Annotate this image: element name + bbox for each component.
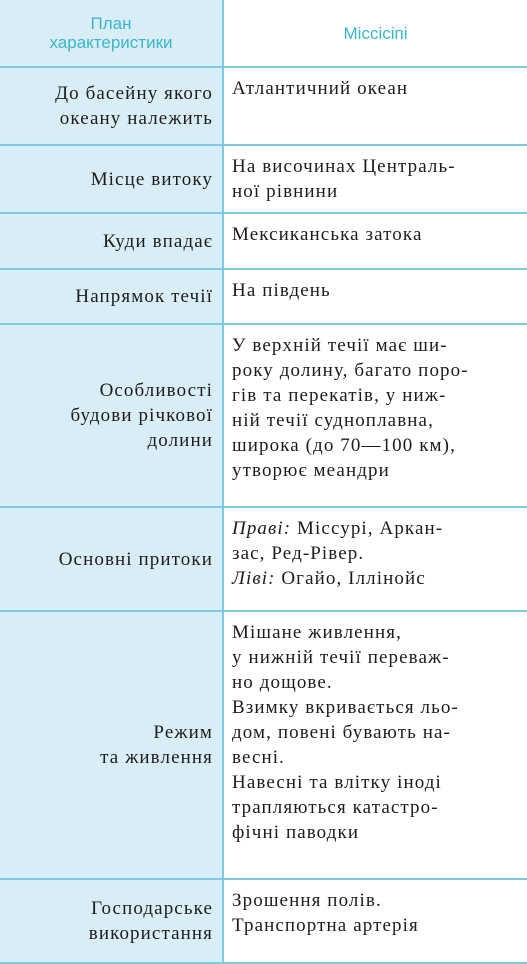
tributary-side-label: Праві: (232, 518, 292, 539)
row-value-text: Мексиканська затока (232, 224, 423, 245)
row-value-line (232, 695, 523, 720)
table-row (0, 145, 527, 213)
row-label-cell (0, 67, 223, 145)
table-row (0, 879, 527, 963)
row-value-text: Навесні та влітку іноді (232, 772, 442, 793)
row-value-text: ній течії судноплавна, (232, 410, 434, 431)
table-row (0, 213, 527, 269)
row-label-line: океану належить (59, 108, 213, 129)
row-value-line (232, 566, 523, 591)
row-label-line: Куди впадає (102, 230, 213, 252)
row-value-text: Мішане живлення, (232, 622, 402, 643)
row-label-cell (0, 213, 223, 269)
row-value-cell (223, 324, 527, 507)
header-plan-line: План (90, 14, 132, 33)
row-value-cell (223, 507, 527, 611)
row-label-line: Господарське (91, 898, 213, 919)
row-label-line: До басейну якого (55, 83, 213, 104)
row-value-cell (223, 145, 527, 213)
row-value-line (232, 408, 523, 433)
row-value-text: Взимку вкривається льо- (232, 697, 459, 718)
row-value-line (232, 720, 523, 745)
row-label-cell (0, 324, 223, 507)
table-row (0, 67, 527, 145)
row-value-text: фічні паводки (232, 822, 360, 843)
row-value-text: Атлантичний океан (232, 78, 409, 99)
row-value-text: гів та перекатів, у ниж- (232, 385, 447, 406)
row-value-text: Огайо, Іллінойс (275, 568, 426, 589)
row-value-text: У верхній течії має ши- (232, 335, 448, 356)
table-row (0, 507, 527, 611)
row-value-text: року долину, багато поро- (232, 360, 469, 381)
row-label-cell (0, 269, 223, 324)
header-row (0, 0, 527, 67)
row-value-line (232, 222, 523, 247)
row-value-text: На височинах Централь- (232, 156, 456, 177)
row-label-cell (0, 507, 223, 611)
row-value-text: широка (до 70—100 км), (232, 435, 456, 456)
table-body (0, 67, 527, 963)
row-value-text: но дощове. (232, 672, 333, 693)
row-value-text: весні. (232, 747, 285, 768)
header-river-name-text: Міссісіпі (343, 23, 408, 43)
row-value-text: Зрошення полів. (232, 890, 382, 911)
row-label-line: та живлення (100, 747, 213, 768)
row-label-line: долини (147, 430, 213, 451)
row-value-text: утворює меандри (232, 460, 390, 481)
tributary-side-label: Ліві: (232, 568, 276, 589)
row-value-text: ної рівнини (232, 181, 339, 202)
table-row (0, 269, 527, 324)
header-river-name (223, 0, 527, 67)
row-value-text: На південь (232, 280, 331, 301)
row-value-line (232, 541, 523, 566)
row-value-text: у нижній течії переваж- (232, 647, 450, 668)
row-value-text: дом, повені бувають на- (232, 722, 451, 743)
row-value-cell (223, 67, 527, 145)
row-value-line (232, 516, 523, 541)
row-value-line (232, 333, 523, 358)
row-value-line (232, 433, 523, 458)
row-value-line (232, 154, 523, 179)
row-label-line: Особливості (99, 380, 213, 401)
row-value-line (232, 76, 523, 101)
row-value-line (232, 820, 523, 845)
row-value-line (232, 278, 523, 303)
row-value-line (232, 358, 523, 383)
row-label-cell (0, 879, 223, 963)
row-value-line (232, 620, 523, 645)
row-value-line (232, 888, 523, 913)
row-value-line (232, 913, 523, 938)
row-value-line (232, 383, 523, 408)
row-value-cell (223, 213, 527, 269)
row-value-line (232, 770, 523, 795)
row-value-text: Міссурі, Аркан- (291, 518, 444, 539)
row-value-line (232, 670, 523, 695)
table-row (0, 324, 527, 507)
row-value-line (232, 795, 523, 820)
row-label-line: Місце витоку (90, 168, 213, 190)
row-label-line: будови річкової (70, 405, 213, 426)
row-value-cell (223, 879, 527, 963)
row-label-line: Режим (153, 722, 213, 743)
table-row (0, 611, 527, 879)
row-label-cell (0, 145, 223, 213)
row-value-text: зас, Ред-Рівер. (232, 543, 365, 564)
row-value-line (232, 645, 523, 670)
row-value-cell (223, 269, 527, 324)
row-label-cell (0, 611, 223, 879)
row-value-text: Транспортна артерія (232, 915, 419, 936)
row-value-text: трапляються катастро- (232, 797, 439, 818)
row-value-line (232, 745, 523, 770)
row-value-line (232, 458, 523, 483)
header-plan (0, 0, 223, 67)
row-value-line (232, 179, 523, 204)
header-plan-line: характеристики (49, 33, 173, 52)
row-label-line: використання (88, 923, 213, 944)
row-label-line: Напрямок течії (75, 286, 213, 307)
row-label-line: Основні притоки (58, 548, 213, 570)
row-value-cell (223, 611, 527, 879)
